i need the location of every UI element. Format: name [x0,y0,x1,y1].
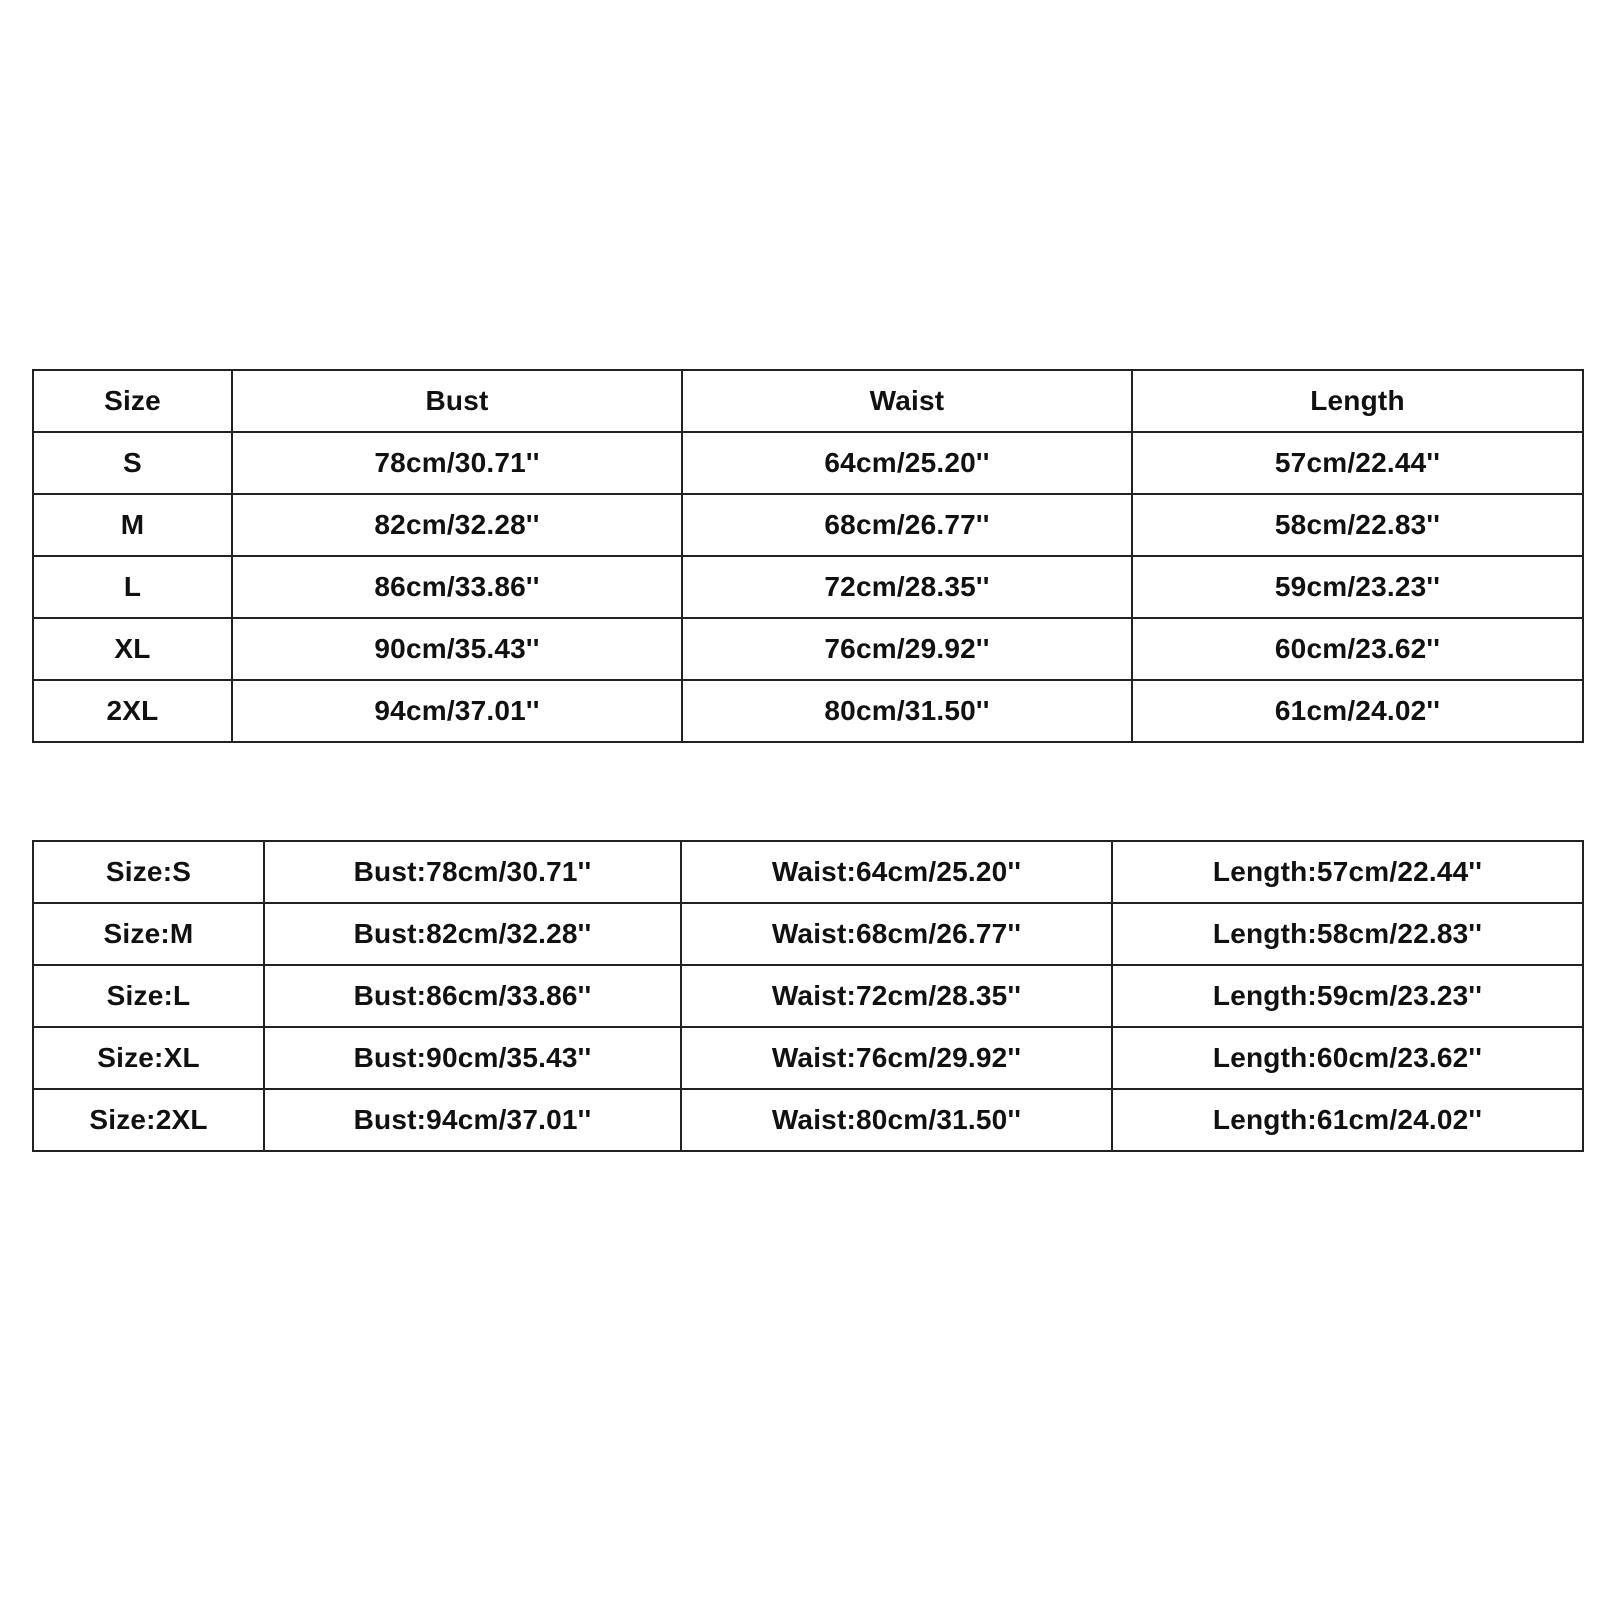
cell-length: 61cm/24.02'' [1132,680,1583,742]
table-row [33,1089,1583,1151]
cell-size: Size:S [33,841,264,903]
cell-size: M [33,494,232,556]
cell-waist: Waist:76cm/29.92'' [681,1027,1112,1089]
cell-size: Size:L [33,965,264,1027]
size-chart-table [32,369,1584,743]
cell-length: 59cm/23.23'' [1132,556,1583,618]
cell-bust: Bust:78cm/30.71'' [264,841,681,903]
cell-waist: Waist:64cm/25.20'' [681,841,1112,903]
cell-bust: 86cm/33.86'' [232,556,682,618]
cell-waist: 72cm/28.35'' [682,556,1132,618]
cell-waist: Waist:72cm/28.35'' [681,965,1112,1027]
cell-size: S [33,432,232,494]
cell-size: 2XL [33,680,232,742]
cell-length: 57cm/22.44'' [1132,432,1583,494]
cell-size: Size:M [33,903,264,965]
header-length: Length [1132,370,1583,432]
table-row [33,841,1583,903]
table-row [33,965,1583,1027]
cell-length: Length:58cm/22.83'' [1112,903,1583,965]
cell-bust: 94cm/37.01'' [232,680,682,742]
header-size: Size [33,370,232,432]
cell-waist: 76cm/29.92'' [682,618,1132,680]
cell-bust: Bust:94cm/37.01'' [264,1089,681,1151]
cell-length: 60cm/23.62'' [1132,618,1583,680]
cell-size: Size:2XL [33,1089,264,1151]
table-row [33,494,1583,556]
cell-length: Length:60cm/23.62'' [1112,1027,1583,1089]
cell-length: Length:57cm/22.44'' [1112,841,1583,903]
cell-waist: Waist:80cm/31.50'' [681,1089,1112,1151]
size-detail-table [32,840,1584,1152]
cell-waist: 80cm/31.50'' [682,680,1132,742]
cell-waist: Waist:68cm/26.77'' [681,903,1112,965]
table-row [33,618,1583,680]
cell-bust: 90cm/35.43'' [232,618,682,680]
table-row [33,1027,1583,1089]
cell-length: Length:59cm/23.23'' [1112,965,1583,1027]
cell-waist: 68cm/26.77'' [682,494,1132,556]
table-row [33,680,1583,742]
header-waist: Waist [682,370,1132,432]
cell-size: Size:XL [33,1027,264,1089]
header-bust: Bust [232,370,682,432]
cell-size: L [33,556,232,618]
table-row [33,556,1583,618]
cell-waist: 64cm/25.20'' [682,432,1132,494]
cell-length: 58cm/22.83'' [1132,494,1583,556]
table-header-row [33,370,1583,432]
cell-bust: 78cm/30.71'' [232,432,682,494]
cell-bust: Bust:90cm/35.43'' [264,1027,681,1089]
cell-bust: Bust:82cm/32.28'' [264,903,681,965]
cell-length: Length:61cm/24.02'' [1112,1089,1583,1151]
cell-bust: Bust:86cm/33.86'' [264,965,681,1027]
cell-bust: 82cm/32.28'' [232,494,682,556]
table-row [33,432,1583,494]
cell-size: XL [33,618,232,680]
table-row [33,903,1583,965]
